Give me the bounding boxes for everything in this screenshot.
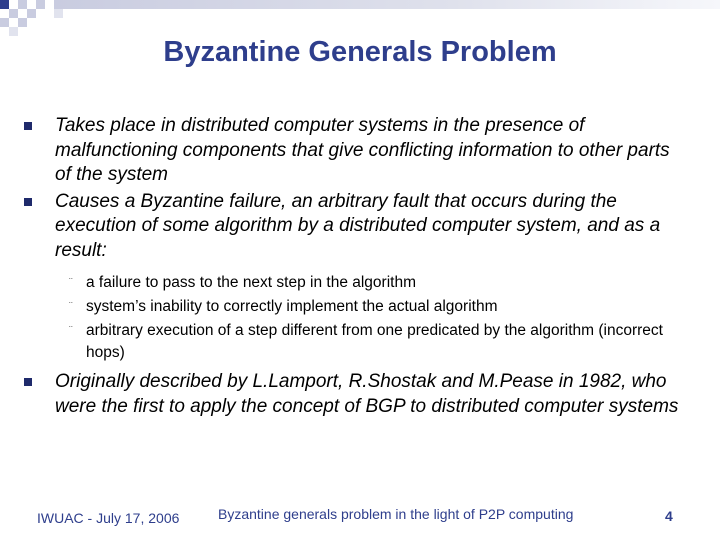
decorative-header-pattern bbox=[0, 0, 720, 40]
square-bullet-icon bbox=[24, 370, 55, 386]
sub-bullet-list bbox=[68, 271, 689, 364]
bullet-item bbox=[24, 114, 689, 188]
footer-event-date: IWUAC - July 17, 2006 bbox=[37, 510, 180, 526]
sub-bullet-text: a failure to pass to the next step in the algorithm bbox=[86, 274, 416, 291]
bullet-item bbox=[24, 190, 689, 264]
sub-bullet-item bbox=[68, 319, 689, 364]
footer-presentation-title: Byzantine generals problem in the light of P2P computing bbox=[218, 506, 574, 522]
sub-bullet-text: arbitrary execution of a step different from one predicated by the algorithm (incorrect hops) bbox=[86, 322, 663, 361]
bullet-text: Causes a Byzantine failure, an arbitrary fault that occurs during the execution of some algorithm by a distributed computer system, and as a result: bbox=[55, 190, 661, 261]
hollow-square-bullet-icon: ¨ bbox=[68, 324, 74, 337]
hollow-square-bullet-icon: ¨ bbox=[68, 276, 74, 289]
hollow-square-bullet-icon: ¨ bbox=[68, 300, 74, 313]
square-bullet-icon bbox=[24, 190, 55, 206]
sub-bullet-item bbox=[68, 271, 689, 295]
sub-bullet-item bbox=[68, 295, 689, 319]
slide-body bbox=[24, 114, 689, 419]
slide-number: 4 bbox=[665, 508, 673, 524]
sub-bullet-text: system’s inability to correctly implement the actual algorithm bbox=[86, 298, 498, 315]
bullet-item bbox=[24, 370, 689, 419]
square-bullet-icon bbox=[24, 114, 55, 130]
slide-title: Byzantine Generals Problem bbox=[163, 36, 557, 68]
bullet-text: Originally described by L.Lamport, R.Shostak and M.Pease in 1982, who were the first to apply the concept of BGP to distributed computer systems bbox=[55, 371, 679, 417]
bullet-text: Takes place in distributed computer systems in the presence of malfunctioning components that give conflicting information to other parts of the system bbox=[55, 115, 670, 185]
